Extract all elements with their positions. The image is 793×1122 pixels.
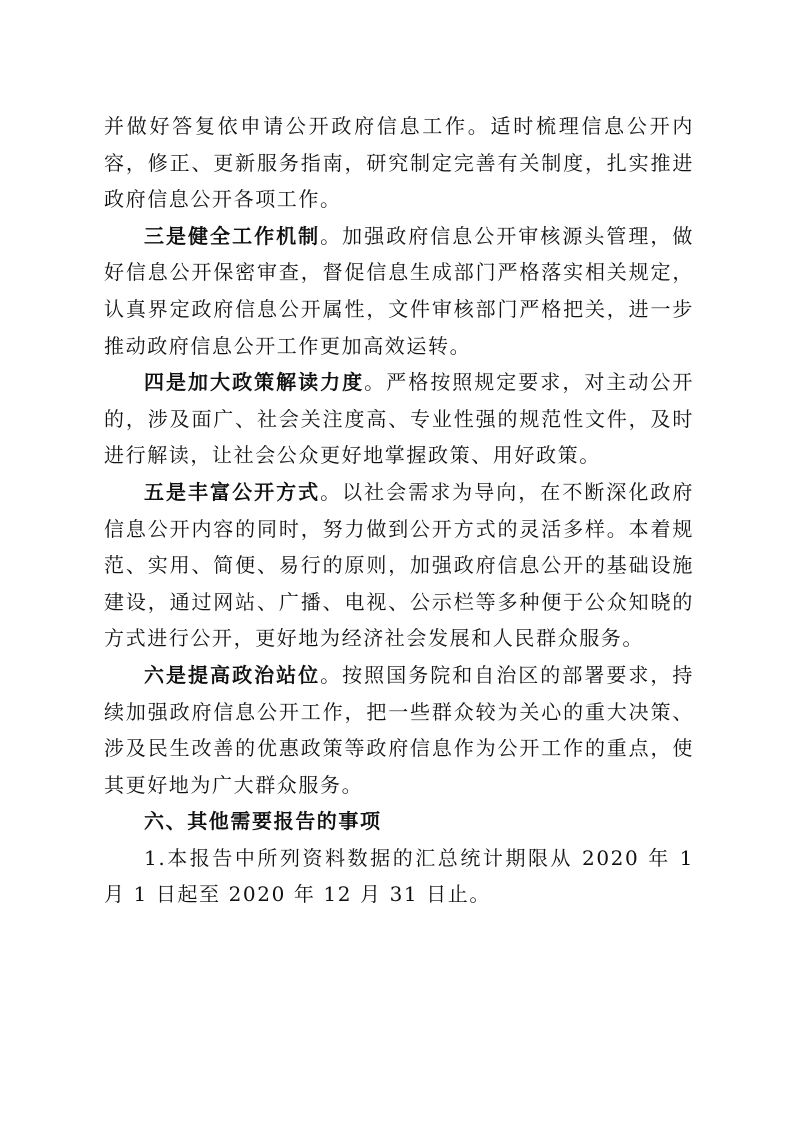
document-body (104, 108, 694, 913)
paragraph-disclosure-methods (104, 474, 694, 657)
paragraph-body: 。以社会需求为导向，在不断深化政府信息公开内容的同时，努力做到公开方式的灵活多样。本着规范、实用、简便、易行的原则，加强政府信息公开的基础设施建设，通过网站、广播、电视、公示栏等多种便于公众知晓的方式进行公开，更好地为经济社会发展和人民群众服务。 (104, 479, 694, 651)
paragraph-lead: 三是健全工作机制 (144, 223, 321, 248)
section-heading: 六、其他需要报告的事项 (144, 809, 382, 834)
paragraph-lead: 四是加大政策解读力度 (144, 370, 365, 395)
paragraph-body: 。按照国务院和自治区的部署要求，持续加强政府信息公开工作，把一些群众较为关心的重大决策、涉及民生改善的优惠政策等政府信息作为公开工作的重点，使其更好地为广大群众服务。 (104, 662, 694, 797)
paragraph-body: 。严格按照规定要求，对主动公开的，涉及面广、社会关注度高、专业性强的规范性文件，及时进行解读，让社会公众更好地掌握政策、用好政策。 (104, 370, 695, 468)
paragraph-body: 。加强政府信息公开审核源头管理，做好信息公开保密审查，督促信息生成部门严格落实相关规定，认真界定政府信息公开属性，文件审核部门严格把关，进一步推动政府信息公开工作更加高效运转。 (104, 223, 694, 358)
paragraph-lead: 六是提高政治站位 (144, 662, 321, 687)
paragraph-policy-interpretation (104, 364, 694, 474)
paragraph-continuation: 并做好答复依申请公开政府信息工作。适时梳理信息公开内容，修正、更新服务指南，研究制定完善有关制度，扎实推进政府信息公开各项工作。 (104, 114, 694, 212)
paragraph-lead: 五是丰富公开方式 (144, 479, 321, 504)
paragraph-statistics-period: 1.本报告中所列资料数据的汇总统计期限从 2020 年 1 月 1 日起至 2020 年 12 月 31 日止。 (104, 845, 694, 907)
paragraph-political-stance (104, 657, 694, 803)
paragraph-work-mechanism (104, 218, 694, 364)
